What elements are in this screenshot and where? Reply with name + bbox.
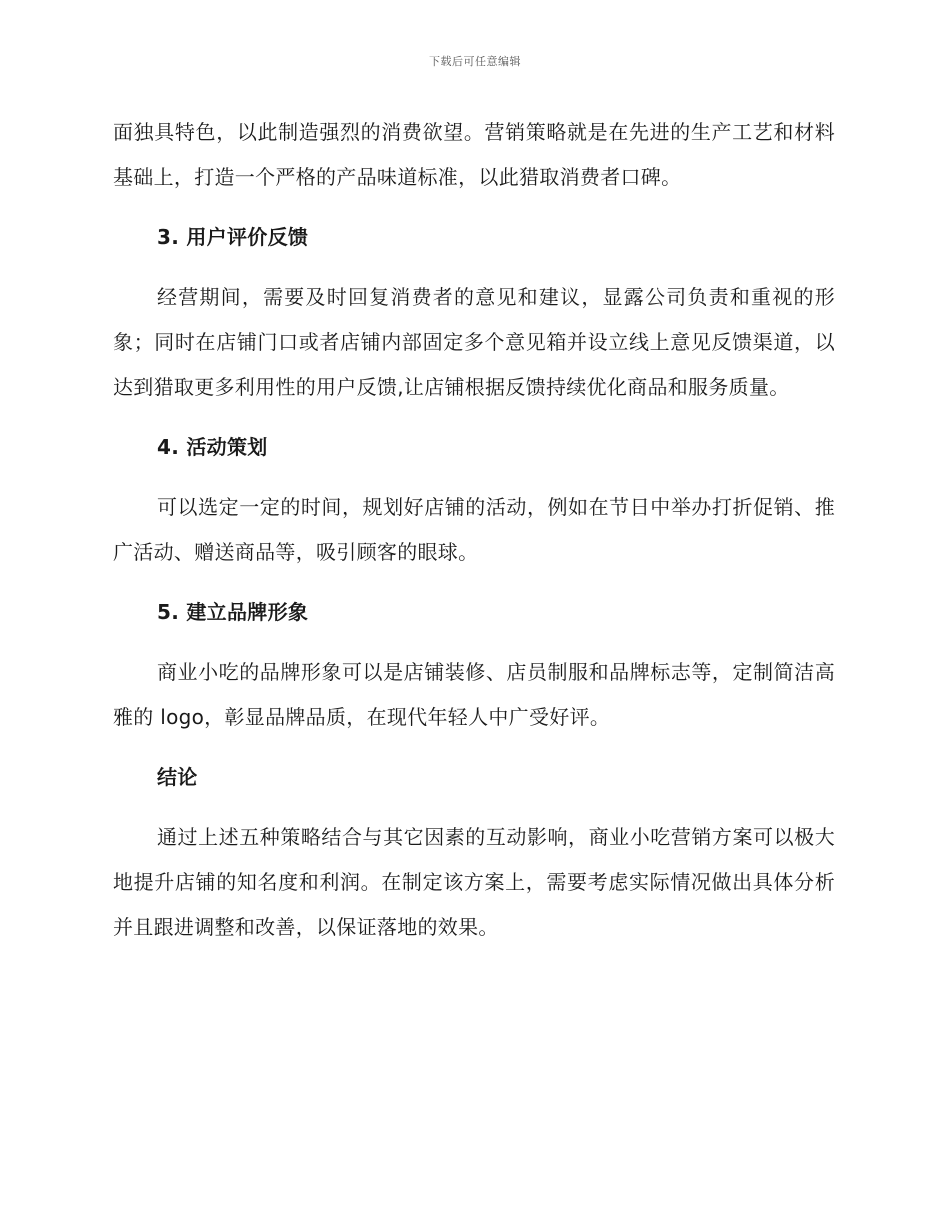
section-paragraph-conclusion: 通过上述五种策略结合与其它因素的互动影响，商业小吃营销方案可以极大地提升店铺的知名度和利润。在制定该方案上，需要考虑实际情况做出具体分析并且跟进调整和改善，以保证落地的效果。 xyxy=(113,825,835,939)
section-heading-conclusion: 结论 xyxy=(157,765,198,789)
section-heading-feedback: 3. 用户评价反馈 xyxy=(157,225,309,249)
section-paragraph-feedback: 经营期间，需要及时回复消费者的意见和建议，显露公司负责和重视的形象；同时在店铺门口或者店铺内部固定多个意见箱并设立线上意见反馈渠道，以达到猎取更多利用性的用户反馈,让店铺根据反馈持续优化商品和服务质量。 xyxy=(113,285,835,399)
page-header: 下载后可任意编辑 xyxy=(429,55,521,68)
section-heading-brand: 5. 建立品牌形象 xyxy=(157,600,309,624)
intro-paragraph: 面独具特色，以此制造强烈的消费欲望。营销策略就是在先进的生产工艺和材料基础上，打造一个严格的产品味道标准，以此猎取消费者口碑。 xyxy=(113,120,835,189)
section-heading-activity: 4. 活动策划 xyxy=(157,435,268,459)
document-body xyxy=(113,110,835,965)
section-paragraph-brand: 商业小吃的品牌形象可以是店铺装修、店员制服和品牌标志等，定制简洁高雅的 logo，彰显品牌品质，在现代年轻人中广受好评。 xyxy=(113,660,835,729)
section-paragraph-activity: 可以选定一定的时间，规划好店铺的活动，例如在节日中举办打折促销、推广活动、赠送商品等，吸引顾客的眼球。 xyxy=(113,495,835,564)
